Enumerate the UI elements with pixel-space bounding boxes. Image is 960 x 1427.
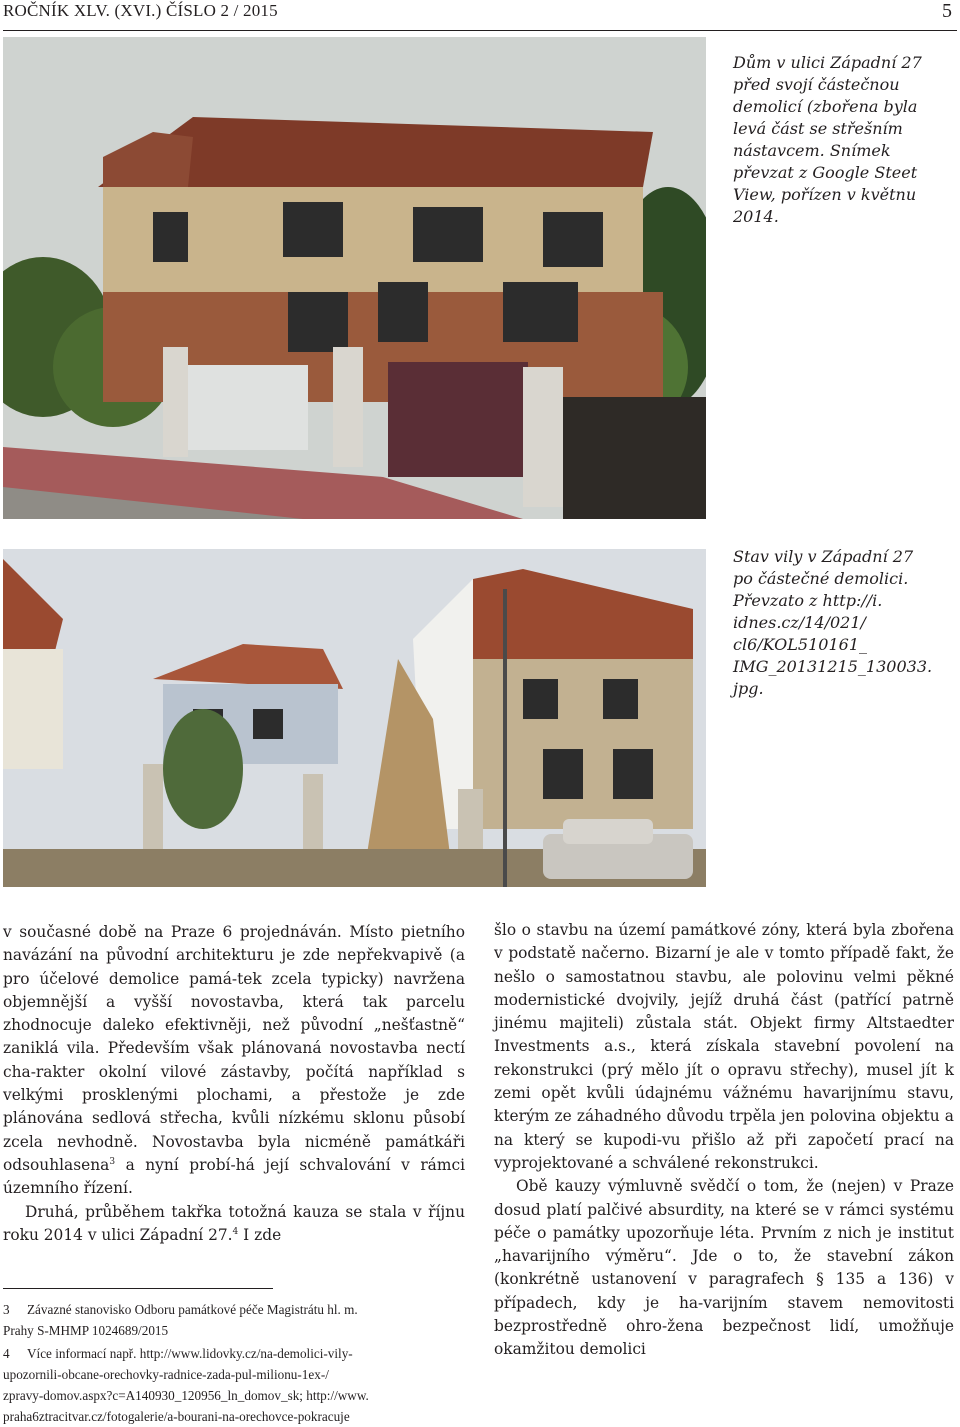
text-run: v současné době na Praze 6 projednáván. Místo pietního navázání na původní architekturu je zde nepřekvapivě (a pro účelové demolice pamá-tek zcela typicky) navržena objemnější a vyšší novostavba, která tak parcelu zhodnocuje daleko efektivněji, než původní „nešťastně“ zaniklá vila. Především však plánovaná novostavba nectí cha-rakter okolní vilové zástavby, počítá například s velkými prosklenými plochami, a přestože je zde plánována sedlová střecha, kvůli nízkému sklonu působí zcela nevhodně. Novostavba byla nicméně památkáři odsouhlasena <box>3 923 465 1174</box>
footnote-3 <box>3 1299 467 1341</box>
caption-line: před svojí částečnou <box>733 75 900 94</box>
page-number: 5 <box>942 0 952 22</box>
caption-line: jpg. <box>733 679 764 698</box>
photo-after-image <box>3 549 706 887</box>
footnote-number: 3 <box>3 1302 10 1317</box>
caption-line: idnes.cz/14/021/ <box>733 613 866 632</box>
footnote-line: Prahy S-MHMP 1024689/2015 <box>3 1323 169 1338</box>
footnote-rule <box>3 1288 273 1289</box>
caption-line: Stav vily v Západní 27 <box>733 547 914 566</box>
footnote-ref-4: 4 <box>232 1226 239 1237</box>
caption-line: cl6/KOL510161_ <box>733 635 867 654</box>
header-rule <box>3 30 957 31</box>
footnote-line: zpravy-domov.aspx?c=A140930_120956_ln_domov_sk; http://www. <box>3 1388 369 1403</box>
footnote-line: upozornili-obcane-orechovky-radnice-zada-pul-milionu-1ex-/ <box>3 1367 329 1382</box>
caption-line: Převzato z http://i. <box>733 591 883 610</box>
footnote-number: 4 <box>3 1346 10 1361</box>
caption-line: IMG_20131215_130033. <box>733 657 933 676</box>
footnote-text: Více informací např. http://www.lidovky.cz/na-demolici-vily- <box>27 1346 353 1361</box>
paragraph: šlo o stavbu na území památkové zóny, která byla zbořena v podstatě načerno. Bizarní je ale v tomto případě fakt, že nešlo o samostatnou stavbu, ale polovinu velmi pěkné modernistické dvojvily, jejíž druhá část (patřící patrně jinému majiteli) zůstala stát. Objekt firmy Altstaedter Investments a.s., která získala stavební povolení na rekonstrukci (prý mělo jít o opravu střechy), musel jít k zemi opět kvůli údajnému vážnému havarijnímu stavu, kterým ze záhadného důvodu trpěla jen polovina objektu a na který se kupodi-vu přišlo až při započetí prací na vyprojektované a schválené rekonstrukci. <box>494 921 954 1172</box>
caption-line: levá část se střešním <box>733 119 903 138</box>
caption-line: Dům v ulici Západní 27 <box>733 53 922 72</box>
caption-line: 2014. <box>733 207 779 226</box>
text-run: Druhá, průběhem takřka totožná kauza se stala v říjnu roku 2014 v ulici Západní 27. <box>3 1202 465 1244</box>
photo-after-demolition <box>3 549 706 887</box>
article-right-column <box>494 919 954 1362</box>
footnote-line: praha6ztracitvar.cz/fotogalerie/a-bourani-na-orechovce-pokracuje <box>3 1409 350 1424</box>
photo-before-image <box>3 37 706 519</box>
footnote-line <box>3 1299 467 1320</box>
photo-before-demolition <box>3 37 706 519</box>
caption-line: nástavcem. Snímek <box>733 141 891 160</box>
footnote-text: Závazné stanovisko Odboru památkové péče Magistrátu hl. m. <box>27 1302 358 1317</box>
caption-after <box>733 546 955 700</box>
paragraph <box>3 921 465 1201</box>
caption-line: demolicí (zbořena byla <box>733 97 918 116</box>
footnote-4 <box>3 1343 467 1427</box>
text-run: a nyní probí-há její schvalování v rámci územního řízení. <box>3 1155 465 1198</box>
caption-before <box>733 52 955 228</box>
paragraph <box>3 1201 465 1248</box>
caption-line: View, pořízen v květnu <box>733 185 917 204</box>
issue-header: ROČNÍK XLV. (XVI.) ČÍSLO 2 / 2015 <box>3 1 278 20</box>
caption-line: převzat z Google Steet <box>733 163 918 182</box>
footnote-line <box>3 1343 467 1364</box>
article-left-column <box>3 921 465 1247</box>
footnote-ref-3: 3 <box>109 1156 116 1167</box>
text-run: I zde <box>238 1225 282 1244</box>
paragraph: Obě kauzy výmluvně svědčí o tom, že (nejen) v Praze dosud platí palčivé absurdity, na které se v rámci systému péče o památky upozorňuje léta. Prvním z nich je institut „havarijního výměru“. Jde o to, že stavební zákon (konkrétně ustanovení v paragrafech § 135 a 136) v případech, kdy je ha-varijním stavem nemovitosti bezprostředně ohro-žena bezpečnost lidí, umožňuje okamžitou demolici <box>494 1177 954 1359</box>
caption-line: po částečné demolici. <box>733 569 909 588</box>
